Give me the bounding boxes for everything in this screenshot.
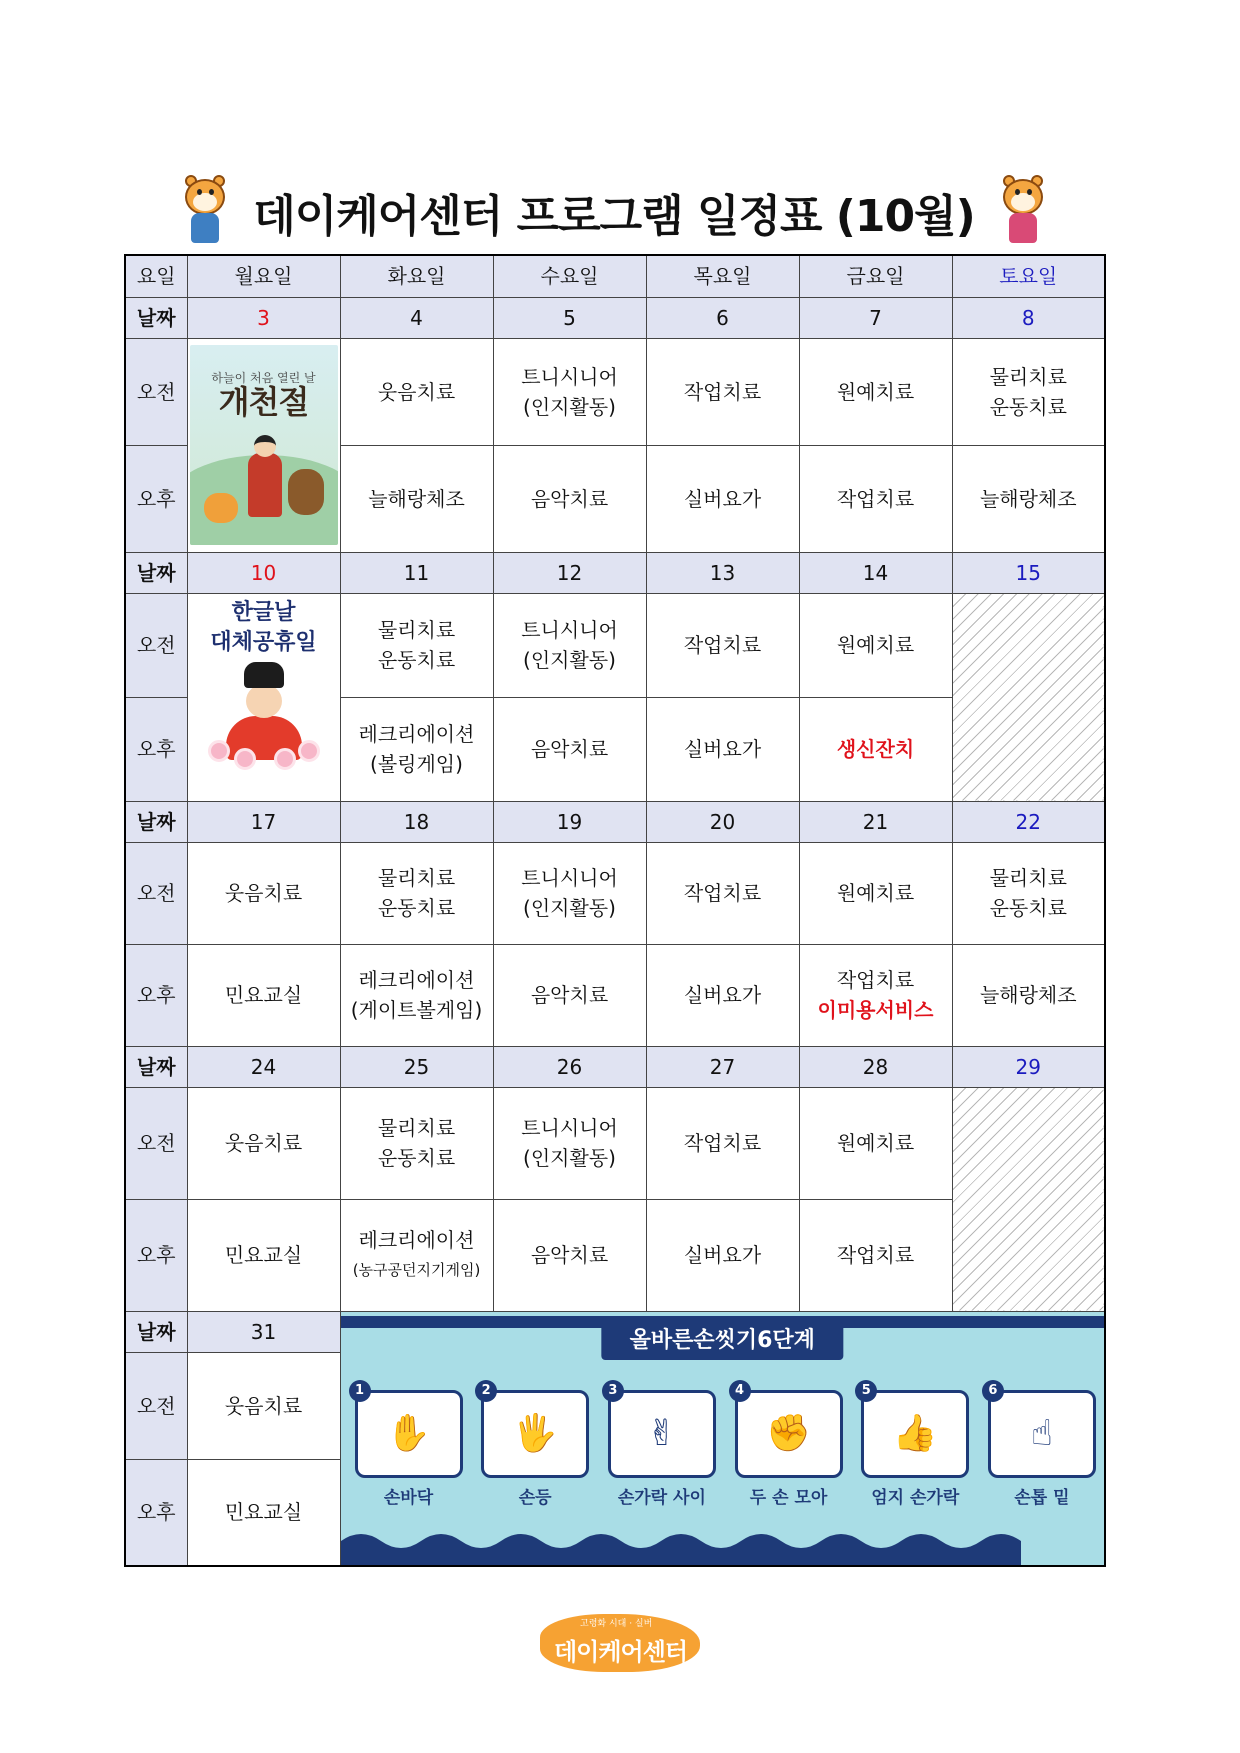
program-name: 작업치료 [836, 486, 915, 511]
program-name: 작업치료 [836, 968, 915, 992]
header-day: 목요일 [646, 255, 799, 297]
program-cell [187, 842, 340, 944]
program-name: 작업치료 [683, 379, 762, 404]
step-number: 3 [602, 1380, 624, 1402]
program-name: (인지활동) [523, 394, 616, 419]
program-cell [493, 944, 646, 1046]
row-label-date: 날짜 [125, 297, 187, 338]
date-cell: 24 [187, 1046, 340, 1087]
logo-name: 데이케어센터 [554, 1638, 688, 1666]
program-name: 웃음치료 [224, 1131, 303, 1155]
handwashing-banner [340, 1311, 1105, 1566]
date-cell: 19 [493, 801, 646, 842]
step-label: 두 손 모아 [749, 1487, 828, 1508]
holiday-cell-gaecheonjeol [187, 338, 340, 552]
program-name: 트니시니어 [521, 866, 618, 890]
handwash-step [608, 1382, 716, 1510]
tiger-mascot-icon [179, 179, 231, 245]
date-cell: 20 [646, 801, 799, 842]
row-label-am: 오전 [125, 593, 187, 697]
row-label-pm: 오후 [125, 445, 187, 552]
am-row [125, 1087, 1105, 1199]
row-label-pm: 오후 [125, 1459, 187, 1565]
date-cell: 10 [187, 552, 340, 593]
date-row [125, 1046, 1105, 1087]
row-label-am: 오전 [125, 842, 187, 944]
date-cell: 5 [493, 297, 646, 338]
header-day: 수요일 [493, 255, 646, 297]
program-cell [799, 338, 952, 445]
program-name: 민요교실 [224, 1243, 303, 1267]
program-name: 민요교실 [224, 983, 303, 1007]
date-cell: 13 [646, 552, 799, 593]
logo-subtitle: 고령화 시대 · 실버 [580, 1619, 653, 1629]
program-name: 운동치료 [989, 394, 1067, 419]
program-cell [646, 944, 799, 1046]
program-name: 웃음치료 [377, 379, 456, 404]
handwash-step [354, 1382, 463, 1510]
program-cell [340, 842, 493, 944]
program-name: 운동치료 [377, 648, 456, 672]
step-label: 손바닥 [383, 1487, 434, 1508]
program-name: 작업치료 [683, 633, 762, 657]
program-cell [340, 445, 493, 552]
between-fingers-icon: ✌ [608, 1390, 716, 1478]
thumb-icon: 👍 [861, 1390, 969, 1478]
program-cell [493, 445, 646, 552]
date-row [125, 552, 1105, 593]
program-name: 트니시니어 [521, 1116, 618, 1140]
program-name: 음악치료 [530, 737, 609, 761]
program-name: 운동치료 [377, 896, 456, 920]
program-name: 원예치료 [836, 379, 915, 404]
handwash-step [735, 1382, 843, 1510]
program-name: 물리치료 [377, 618, 456, 642]
program-cell-special [799, 697, 952, 801]
header-day: 금요일 [799, 255, 952, 297]
program-name: 물리치료 [377, 1116, 456, 1140]
program-cell [493, 842, 646, 944]
date-cell: 26 [493, 1046, 646, 1087]
back-of-hand-icon: 🖐 [481, 1390, 589, 1478]
program-name: 늘해랑체조 [979, 486, 1077, 511]
header-day: 월요일 [187, 255, 340, 297]
program-name: 늘해랑체조 [368, 486, 465, 511]
wave-decoration [341, 1523, 1021, 1565]
program-cell [187, 1353, 340, 1459]
page-header [124, 176, 1104, 248]
program-name: 이미용서비스 [817, 998, 934, 1022]
date-cell: 28 [799, 1046, 952, 1087]
row-label-date: 날짜 [125, 552, 187, 593]
date-row [125, 1311, 1105, 1353]
row-label-pm: 오후 [125, 944, 187, 1046]
date-cell: 6 [646, 297, 799, 338]
program-cell [952, 944, 1105, 1046]
holiday-name: 개천절 [218, 383, 309, 421]
handwash-step [861, 1382, 969, 1510]
program-cell [799, 593, 952, 697]
pm-row [125, 944, 1105, 1046]
program-cell [187, 1459, 340, 1565]
date-cell: 7 [799, 297, 952, 338]
holiday-cell-hangeulnal [187, 593, 340, 801]
program-name: 물리치료 [989, 866, 1067, 890]
program-name: 늘해랑체조 [979, 983, 1077, 1007]
handwashing-steps [354, 1382, 1097, 1510]
program-cell [187, 1087, 340, 1199]
step-label: 손등 [518, 1487, 552, 1508]
am-row [125, 842, 1105, 944]
date-cell: 11 [340, 552, 493, 593]
handwash-step [481, 1382, 589, 1510]
program-cell [187, 944, 340, 1046]
program-name: 레크리에이션 [358, 722, 475, 746]
program-cell [493, 1087, 646, 1199]
row-label-am: 오전 [125, 1087, 187, 1199]
program-name: 실버요가 [683, 486, 762, 511]
handwashing-title: 올바른손씻기6단계 [602, 1322, 843, 1360]
program-name: 웃음치료 [224, 1394, 303, 1419]
program-name: 원예치료 [836, 1131, 915, 1155]
program-cell [952, 842, 1105, 944]
program-cell [340, 944, 493, 1046]
program-cell [646, 697, 799, 801]
program-name: 물리치료 [989, 364, 1067, 389]
program-name: 트니시니어 [521, 618, 618, 642]
program-cell [952, 445, 1105, 552]
row-label-date: 날짜 [125, 1311, 187, 1353]
tiger-mascot-icon [997, 179, 1049, 245]
program-cell [340, 697, 493, 801]
program-cell [799, 445, 952, 552]
program-name: 원예치료 [836, 633, 915, 657]
handwash-step [988, 1382, 1096, 1510]
program-name: 원예치료 [836, 881, 915, 905]
program-name: 민요교실 [224, 1500, 303, 1525]
program-name: (농구공던지기게임) [352, 1261, 481, 1279]
king-sejong-illustration [204, 662, 324, 772]
program-cell [799, 842, 952, 944]
date-row [125, 297, 1105, 338]
step-label: 엄지 손가락 [871, 1487, 960, 1508]
program-cell [340, 593, 493, 697]
program-name: 실버요가 [683, 1243, 762, 1267]
program-cell [493, 338, 646, 445]
date-cell: 14 [799, 552, 952, 593]
header-day: 화요일 [340, 255, 493, 297]
program-name: 레크리에이션 [358, 1228, 475, 1252]
program-name: 운동치료 [377, 1146, 456, 1170]
program-cell [493, 1199, 646, 1311]
program-cell [646, 1087, 799, 1199]
date-cell: 29 [952, 1046, 1105, 1087]
date-cell: 22 [952, 801, 1105, 842]
date-cell: 3 [187, 297, 340, 338]
program-name: (인지활동) [523, 1146, 616, 1170]
program-name: 웃음치료 [224, 881, 303, 905]
date-cell: 8 [952, 297, 1105, 338]
step-number: 2 [475, 1380, 497, 1402]
date-cell: 27 [646, 1046, 799, 1087]
step-number: 6 [982, 1380, 1004, 1402]
holiday-name-line1: 한글날 [231, 599, 296, 625]
program-cell [646, 593, 799, 697]
program-name: 음악치료 [530, 1243, 609, 1267]
program-name: 작업치료 [836, 1243, 915, 1267]
row-label-date: 날짜 [125, 1046, 187, 1087]
am-row [125, 338, 1105, 445]
program-name: 물리치료 [377, 866, 456, 890]
date-cell: 18 [340, 801, 493, 842]
program-name: 음악치료 [530, 983, 609, 1007]
program-cell [646, 338, 799, 445]
schedule-table [124, 254, 1106, 1567]
date-cell: 25 [340, 1046, 493, 1087]
program-cell [340, 1199, 493, 1311]
program-name: 작업치료 [683, 881, 762, 905]
program-cell [952, 338, 1105, 445]
step-label: 손톱 밑 [1014, 1487, 1070, 1508]
row-label-am: 오전 [125, 1353, 187, 1459]
date-cell: 4 [340, 297, 493, 338]
program-cell [340, 1087, 493, 1199]
program-name: (인지활동) [523, 648, 616, 672]
program-cell [646, 445, 799, 552]
program-name: 작업치료 [683, 1131, 762, 1155]
program-name: (인지활동) [523, 896, 616, 920]
date-cell: 15 [952, 552, 1105, 593]
row-label-am: 오전 [125, 338, 187, 445]
palms-icon: ✋ [355, 1390, 463, 1478]
gaecheonjeol-illustration [190, 345, 338, 545]
date-cell: 12 [493, 552, 646, 593]
row-label-pm: 오후 [125, 697, 187, 801]
header-label: 요일 [125, 255, 187, 297]
program-cell [187, 1199, 340, 1311]
program-cell [340, 338, 493, 445]
program-cell [799, 1199, 952, 1311]
hands-together-icon: ✊ [735, 1390, 843, 1478]
date-cell: 31 [187, 1311, 340, 1353]
step-label: 손가락 사이 [617, 1487, 706, 1508]
program-cell [493, 593, 646, 697]
program-cell [799, 1087, 952, 1199]
am-row [125, 593, 1105, 697]
closed-cell [952, 1087, 1105, 1311]
program-name: 레크리에이션 [358, 968, 475, 992]
program-name: 생신잔치 [836, 737, 915, 761]
program-name: 음악치료 [530, 486, 609, 511]
holiday-tagline: 하늘이 처음 열린 날 [211, 371, 316, 385]
header-day-saturday: 토요일 [952, 255, 1105, 297]
program-cell [646, 1199, 799, 1311]
page-title: 데이케어센터 프로그램 일정표 (10월) [253, 191, 975, 242]
fingernail-icon: ☝ [988, 1390, 1096, 1478]
program-name: 실버요가 [683, 983, 762, 1007]
program-name: 실버요가 [683, 737, 762, 761]
date-row [125, 801, 1105, 842]
weekday-header-row [125, 255, 1105, 297]
step-number: 4 [729, 1380, 751, 1402]
program-cell [799, 944, 952, 1046]
closed-cell [952, 593, 1105, 801]
program-name: 트니시니어 [521, 364, 618, 389]
program-name: (볼링게임) [370, 752, 463, 776]
program-name: (게이트볼게임) [350, 998, 483, 1022]
row-label-pm: 오후 [125, 1199, 187, 1311]
daycare-center-logo [540, 1610, 710, 1676]
date-cell: 17 [187, 801, 340, 842]
program-name: 운동치료 [989, 896, 1067, 920]
program-cell [493, 697, 646, 801]
step-number: 5 [855, 1380, 877, 1402]
row-label-date: 날짜 [125, 801, 187, 842]
date-cell: 21 [799, 801, 952, 842]
holiday-name-line2: 대체공휴일 [210, 629, 317, 655]
step-number: 1 [349, 1380, 371, 1402]
program-cell [646, 842, 799, 944]
